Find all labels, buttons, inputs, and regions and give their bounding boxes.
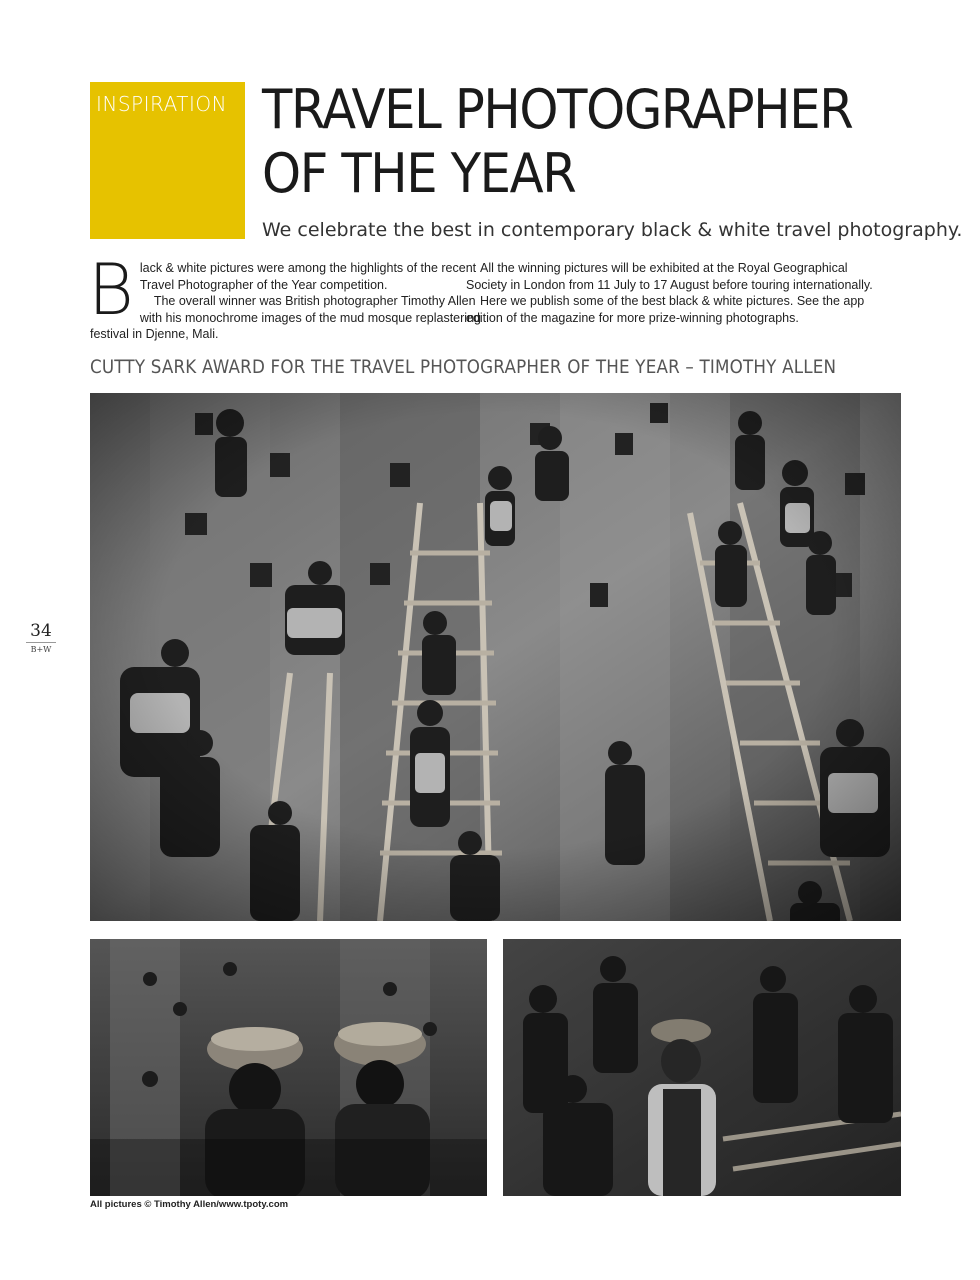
bottom-right-photo [503,939,901,1196]
body-column-2 [466,260,886,326]
drop-cap: B [88,249,134,331]
photo-credit: All pictures © Timothy Allen/www.tpoty.com [90,1199,289,1210]
bottom-left-photo [90,939,487,1196]
page-number: 34 [26,622,56,643]
award-heading: CUTTY SARK AWARD FOR THE TRAVEL PHOTOGRAPHER OF THE YEAR – TIMOTHY ALLEN [90,357,837,378]
article-title [262,78,852,206]
main-photo [90,393,901,921]
paragraph-4: Here we publish some of the best black & white pictures. See the app edition of the magazine for more prize-winning photographs. [466,294,865,325]
folio [26,622,56,654]
magazine-logo: B+W [30,645,52,654]
paragraph-1-text: lack & white pictures were among the highlights of the recent Travel Photographer of the Year competition. [139,261,477,292]
title-line-1: TRAVEL PHOTOGRAPHER [262,78,853,141]
title-line-2: OF THE YEAR [262,142,576,205]
section-block [90,82,245,239]
body-column-1 [88,249,482,343]
bottom-left-photo-image [90,939,487,1196]
main-photo-image [90,393,901,921]
standfirst: We celebrate the best in contemporary black & white travel photography. [262,219,963,241]
paragraph-3: All the winning pictures will be exhibited at the Royal Geographical Society in London from 11 July to 17 August before touring internationally. [466,261,873,292]
paragraph-2: The overall winner was British photographer Timothy Allen with his monochrome images of the mud mosque replastering festival in Djenne, Mali. [90,294,481,342]
section-label: INSPIRATION [96,92,228,116]
bottom-right-photo-image [503,939,901,1196]
